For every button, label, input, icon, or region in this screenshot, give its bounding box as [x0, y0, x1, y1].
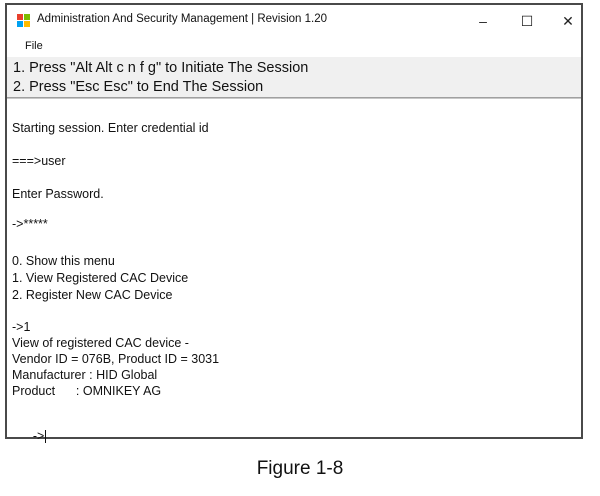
app-window [5, 3, 583, 443]
maximize-icon: ☐ [520, 12, 534, 29]
window-title: Administration And Security Management | Revision 1.20 [37, 13, 327, 25]
console-line: ->1 [12, 320, 31, 334]
title-bar[interactable] [7, 5, 581, 37]
console-prompt: -> [32, 429, 45, 443]
console-line: ===>user [12, 154, 66, 168]
minimize-button[interactable] [463, 9, 503, 33]
instructions-panel [7, 57, 581, 98]
console-line: 1. View Registered CAC Device [12, 271, 189, 285]
close-button[interactable] [548, 9, 588, 33]
console-line: 2. Register New CAC Device [12, 288, 173, 302]
menu-file[interactable]: File [25, 40, 43, 52]
maximize-button[interactable] [507, 9, 547, 33]
console-line: Manufacturer : HID Global [12, 368, 158, 382]
console-line: Product : OMNIKEY AG [12, 384, 162, 398]
instruction-line: 2. Press "Esc Esc" to End The Session [13, 79, 264, 95]
console-line: ->***** [12, 217, 48, 231]
figure-caption: Figure 1-8 [256, 458, 344, 479]
app-icon [17, 14, 31, 28]
console-line: Enter Password. [12, 187, 104, 201]
console-line: 0. Show this menu [12, 254, 115, 268]
console-line: Starting session. Enter credential id [12, 121, 209, 135]
console-line: View of registered CAC device - [12, 336, 189, 350]
instruction-line: 1. Press "Alt Alt c n f g" to Initiate The Session [13, 60, 309, 76]
text-cursor [45, 430, 46, 443]
console-prompt-line[interactable] [12, 415, 46, 457]
console-output[interactable] [7, 98, 581, 443]
console-line: Vendor ID = 076B, Product ID = 3031 [12, 352, 220, 366]
close-icon: ✕ [562, 12, 574, 29]
minimize-icon: – [479, 13, 487, 29]
menu-bar [7, 37, 581, 57]
